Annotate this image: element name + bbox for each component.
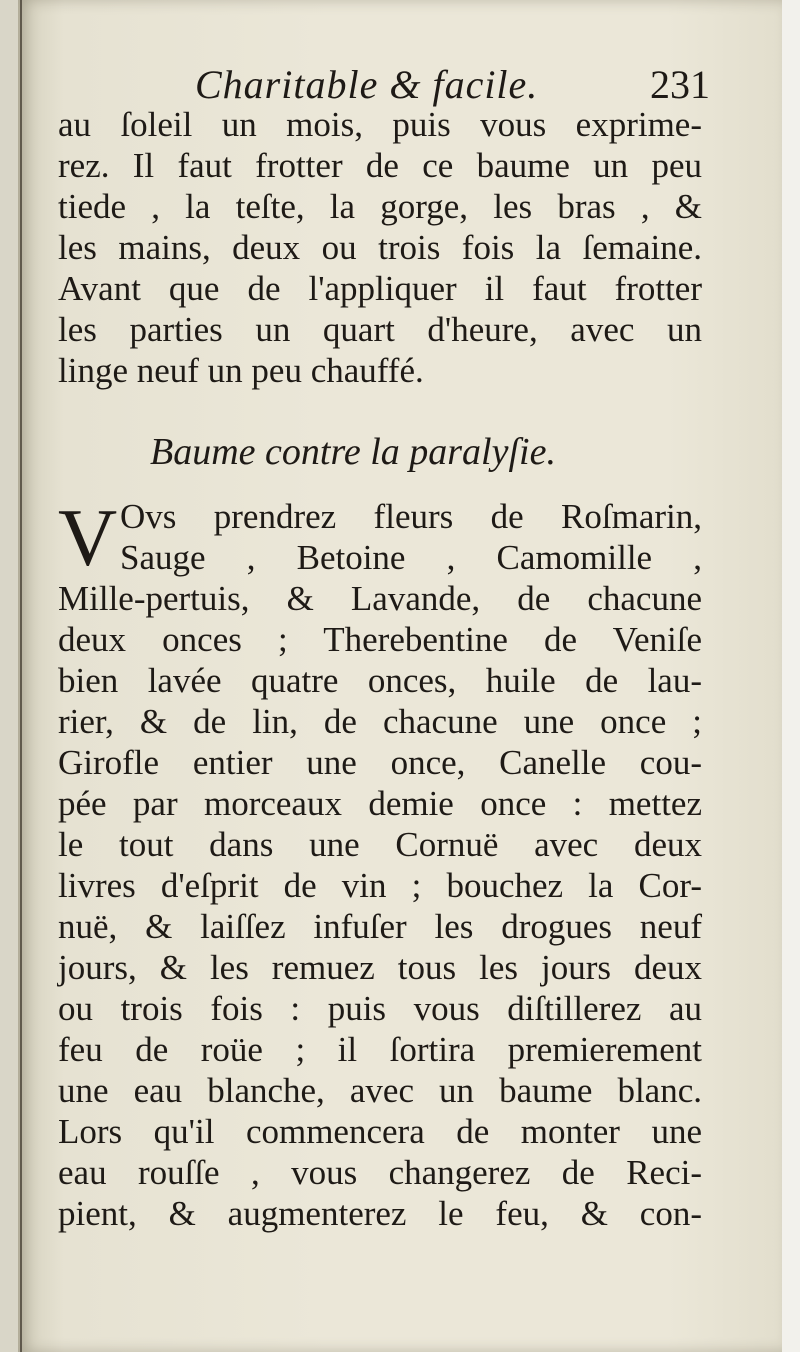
text-line: pient, & augmenterez le feu, & con-: [58, 1194, 702, 1233]
text-line: linge neuf un peu chauffé.: [58, 351, 424, 390]
text-line: ou trois fois : puis vous diſtillerez au: [58, 989, 702, 1028]
text-line: une eau blanche, avec un baume blanc.: [58, 1071, 702, 1110]
text-line: jours, & les remuez tous les jours deux: [58, 948, 702, 987]
text-line: tiede , la teſte, la gorge, les bras , &: [58, 187, 702, 226]
text-line: les parties un quart d'heure, avec un: [58, 310, 702, 349]
text-line: bien lavée quatre onces, huile de lau-: [58, 661, 702, 700]
text-line: Lors qu'il commencera de monter une: [58, 1112, 702, 1151]
text-line: Girofle entier une once, Canelle cou-: [58, 743, 702, 782]
text-line: Mille-pertuis, & Lavande, de chacune: [58, 579, 702, 618]
section-title: Baume contre la paralyſie.: [150, 431, 556, 473]
text-line: rez. Il faut frotter de ce baume un peu: [58, 146, 702, 185]
text-line: Ovs prendrez fleurs de Roſmarin,: [120, 497, 702, 536]
page-number: 231: [650, 62, 710, 107]
page-gutter: [20, 0, 22, 1352]
text-line: feu de roüe ; il ſortira premierement: [58, 1030, 702, 1069]
text-line: les mains, deux ou trois fois la ſemaine.: [58, 228, 702, 267]
text-line: pée par morceaux demie once : mettez: [58, 784, 702, 823]
drop-cap: V: [58, 492, 118, 583]
text-line: rier, & de lin, de chacune une once ;: [58, 702, 702, 741]
paragraph-1: [58, 104, 702, 391]
page-header: [195, 60, 715, 110]
text-line: Sauge , Betoine , Camomille ,: [120, 538, 702, 577]
text-line: livres d'eſprit de vin ; bouchez la Cor-: [58, 866, 702, 905]
running-head: Charitable & facile.: [195, 62, 539, 107]
text-line: le tout dans une Cornuë avec deux: [58, 825, 702, 864]
text-line: eau rouſſe , vous changerez de Reci-: [58, 1153, 702, 1192]
text-line: nuë, & laiſſez infuſer les drogues neuf: [58, 907, 702, 946]
text-line: deux onces ; Therebentine de Veniſe: [58, 620, 702, 659]
paragraph-2: [58, 492, 702, 1234]
text-line: Avant que de l'appliquer il faut frotter: [58, 269, 702, 308]
text-line: au ſoleil un mois, puis vous exprime-: [58, 105, 702, 144]
page-edge: [782, 0, 800, 1352]
